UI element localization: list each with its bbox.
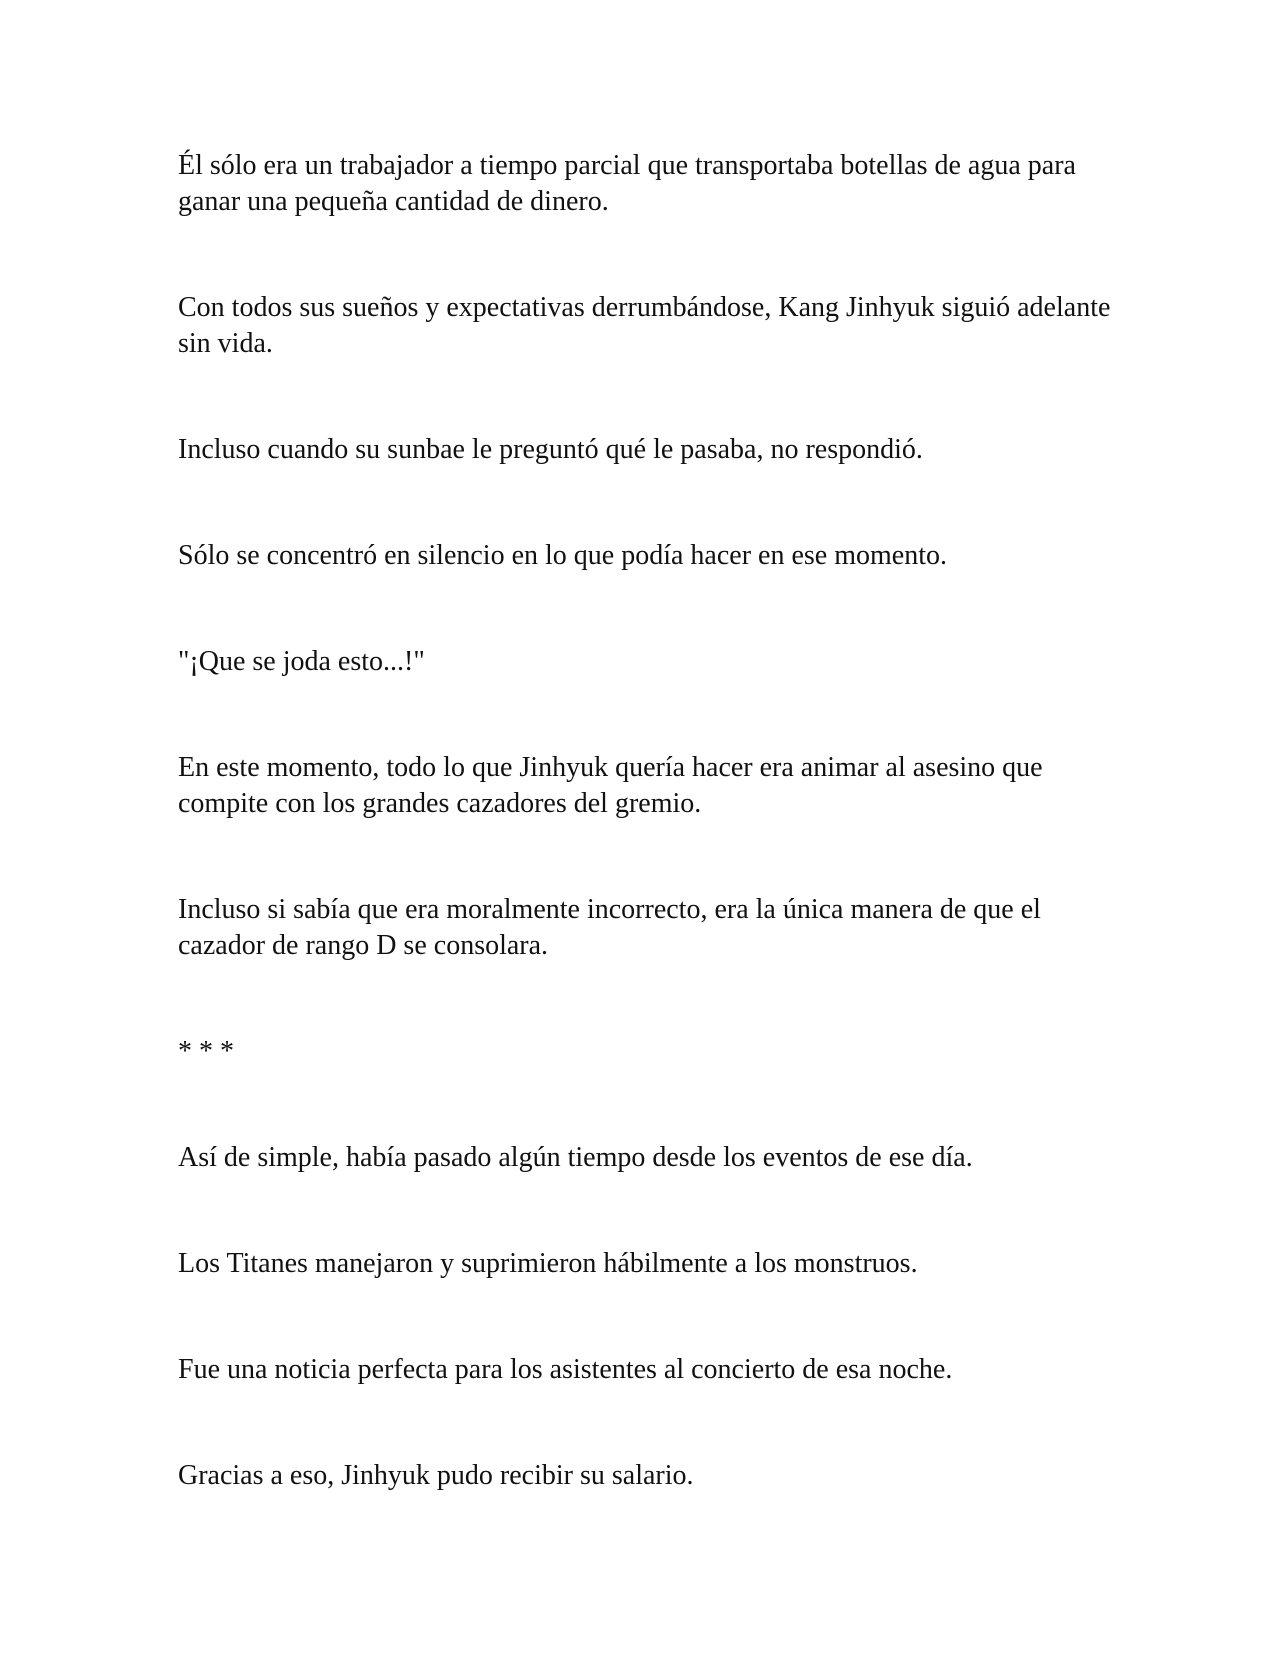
paragraph-2: Con todos sus sueños y expectativas derrumbándose, Kang Jinhyuk siguió adelante sin vida.	[178, 292, 1111, 359]
paragraph-1: Él sólo era un trabajador a tiempo parcial que transportaba botellas de agua para ganar una pequeña cantidad de dinero.	[178, 150, 1076, 217]
paragraph-5: "¡Que se joda esto...!"	[178, 646, 425, 677]
scene-break: * * *	[178, 1036, 234, 1067]
paragraph-8: Así de simple, había pasado algún tiempo desde los eventos de ese día.	[178, 1142, 973, 1173]
paragraph-10: Fue una noticia perfecta para los asistentes al concierto de esa noche.	[178, 1354, 953, 1385]
paragraph-6: En este momento, todo lo que Jinhyuk quería hacer era animar al asesino que compite con los grandes cazadores del gremio.	[178, 752, 1043, 819]
paragraph-4: Sólo se concentró en silencio en lo que podía hacer en ese momento.	[178, 540, 947, 571]
paragraph-3: Incluso cuando su sunbae le preguntó qué le pasaba, no respondió.	[178, 434, 923, 465]
paragraph-7: Incluso si sabía que era moralmente incorrecto, era la única manera de que el cazador de rango D se consolara.	[178, 894, 1041, 961]
paragraph-11: Gracias a eso, Jinhyuk pudo recibir su salario.	[178, 1460, 694, 1491]
paragraph-9: Los Titanes manejaron y suprimieron hábilmente a los monstruos.	[178, 1248, 918, 1279]
